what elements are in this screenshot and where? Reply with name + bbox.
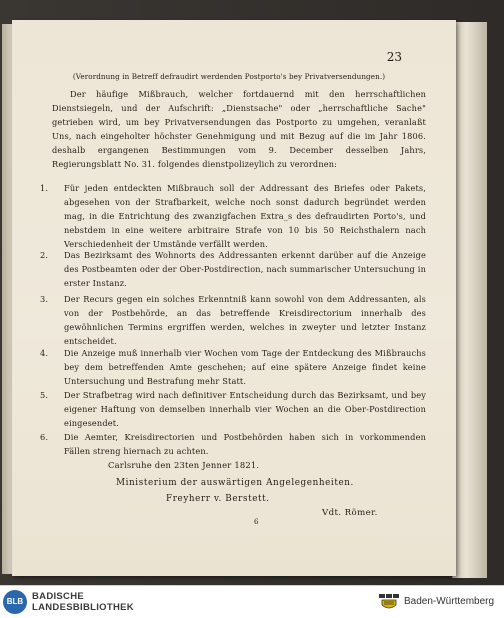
item-text: Für jeden entdeckten Mißbrauch soll der Addressant des Briefes oder Pakets, abgesehen von der Strafbarkeit, welche noch sonst dadurch begründet werden mag, in die Entrichtung des zwanzigfachen Extra_s des defraudirten Porto's, und nebstdem in eine weitere arbitraire Strafe von 10 bis 50 Reichsthalern nach Verschiedenheit der Umstände verfällt werden.	[64, 183, 426, 250]
baden-wuerttemberg-crest-icon[interactable]	[378, 592, 400, 612]
ordinance-item	[40, 388, 426, 430]
ordinance-item	[40, 292, 426, 348]
ministry-line: Ministerium der auswärtigen Angelegenheiten.	[116, 478, 354, 488]
item-number: 1.	[40, 183, 49, 193]
item-number: 2.	[40, 250, 49, 260]
page-number: 23	[386, 50, 402, 64]
item-text: Der Recurs gegen ein solches Erkenntniß kann sowohl von dem Addressanten, als von der Postbehörde, an das betreffende Kreisdirectorium innerhalb des gewöhnlichen Termins ergriffen werden, welches in zweyter und letzter Instanz entscheidet.	[64, 294, 426, 347]
ordinance-item	[40, 248, 426, 290]
page-edge-right	[452, 22, 487, 578]
intro-paragraph: Der häufige Mißbrauch, welcher fortdauernd mit den herrschaftlichen Dienstsiegeln, und der Aufschrift: „Dienstsache" oder „herrschaftliche Sache" getrieben wird, um bey Privatversendungen das Postporto zu umgehen, veranlaßt Uns, nach eingeholter höchster Genehmigung und mit Bezug auf die im Jahr 1806. deshalb ergangenen Bestimmungen vom 9. December desselben Jahrs, Regierungsblatt No. 31. folgendes dienstpolizeylich zu verordnen:	[52, 89, 426, 170]
item-text: Das Bezirksamt des Wohnorts des Addressanten erkennt darüber auf die Anzeige des Postbeamten oder der Ober-Postdirection, nach summarischer Untersuchung in erster Instanz.	[64, 250, 426, 289]
baden-wuerttemberg-label[interactable]: Baden-Württemberg	[404, 596, 495, 607]
item-text: Der Strafbetrag wird nach definitiver Entscheidung durch das Bezirksamt, und bey eigener Haftung von demselben innerhalb vier Wochen an die Ober-Postdirection eingesendet.	[64, 390, 426, 429]
ordinance-item	[40, 430, 426, 458]
signer-line: Vdt. Römer.	[322, 508, 378, 518]
blb-wordmark[interactable]	[32, 591, 134, 613]
document-page	[12, 20, 456, 576]
ordinance-heading: (Verordnung in Betreff defraudirt werdenden Postporto's bey Privatversendungen.)	[72, 72, 386, 81]
footer-bar	[0, 585, 504, 618]
ordinance-item	[40, 181, 426, 251]
item-text: Die Aemter, Kreisdirectorien und Postbehörden haben sich in vorkommenden Fällen streng hiernach zu achten.	[64, 432, 426, 457]
ordinance-item	[40, 346, 426, 388]
blb-line-2: LANDESBIBLIOTHEK	[32, 602, 134, 613]
item-text: Die Anzeige muß innerhalb vier Wochen vom Tage der Entdeckung des Mißbrauchs bey dem betreffenden Amte geschehen; auf eine spätere Anzeige findet keine Untersuchung und Bestrafung mehr Statt.	[64, 348, 426, 387]
date-line: Carlsruhe den 23ten Jenner 1821.	[108, 460, 260, 470]
blb-logo-icon[interactable]: BLB	[3, 590, 27, 614]
baron-signature: Freyherr v. Berstett.	[166, 494, 270, 504]
blb-line-1: BADISCHE	[32, 591, 85, 602]
item-number: 6.	[40, 432, 49, 442]
printer-signature-mark: 6	[254, 518, 259, 526]
item-number: 4.	[40, 348, 49, 358]
item-number: 5.	[40, 390, 49, 400]
item-number: 3.	[40, 294, 49, 304]
